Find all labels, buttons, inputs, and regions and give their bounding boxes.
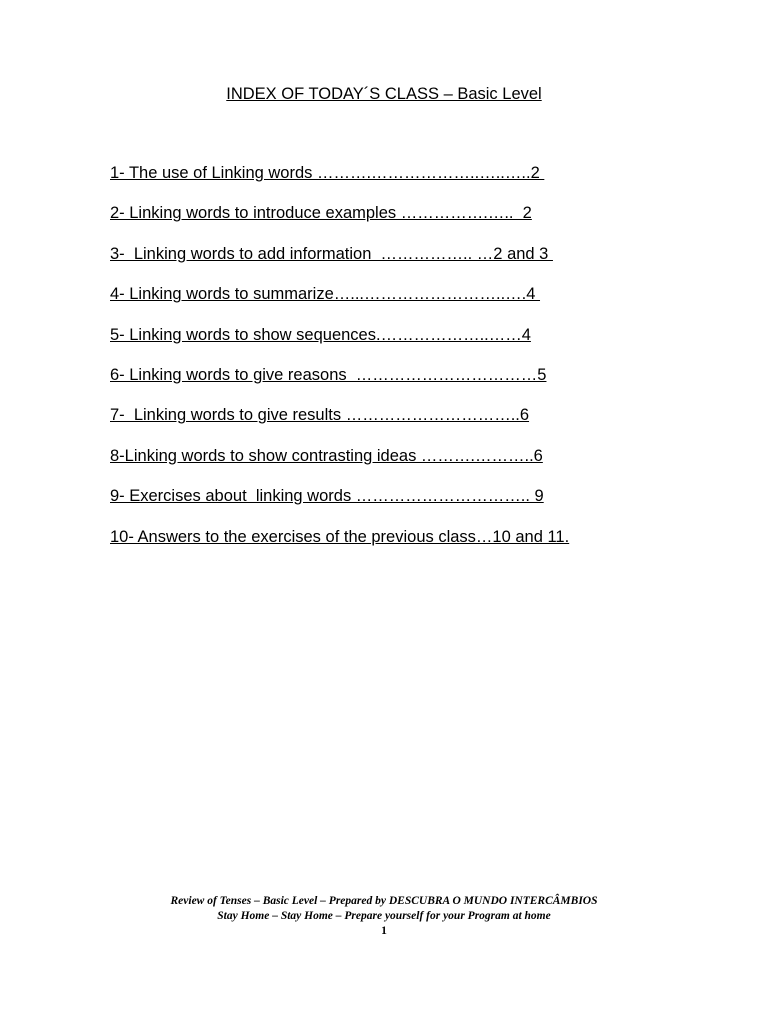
toc-entry-5: 5- Linking words to show sequences.………………..……4	[110, 325, 531, 344]
toc-entry-7: 7- Linking words to give results …………………………..6	[110, 406, 530, 425]
toc-entry-1: 1- The use of Linking words ……….………………..…..…..2	[110, 164, 545, 182]
footer-line-1: Review of Tenses – Basic Level – Prepared by DESCUBRA O MUNDO INTERCÂMBIOS	[170, 895, 598, 907]
footer-line-2: Stay Home – Stay Home – Prepare yourself for your Program at home	[217, 910, 551, 922]
toc-entry-3: 3- Linking words to add information …………….. …2 and 3	[110, 244, 553, 263]
page-footer	[0, 894, 768, 939]
table-of-contents	[110, 163, 670, 567]
toc-entry-2: 2- Linking words to introduce examples …………….….. 2	[110, 204, 532, 223]
toc-entry-10: 10- Answers to the exercises of the previous class…10 and 11.	[110, 527, 570, 546]
toc-entry-9: 9- Exercises about linking words ………………………….. 9	[110, 487, 544, 506]
document-title: INDEX OF TODAY´S CLASS – Basic Level	[226, 85, 542, 103]
toc-entry-4: 4- Linking words to summarize…...……………………..….4	[110, 285, 541, 304]
toc-entry-8: 8-Linking words to show contrasting ideas ……….………..6	[110, 446, 543, 465]
toc-entry-6: 6- Linking words to give reasons ……………………………5	[110, 365, 547, 384]
page-number: 1	[381, 925, 387, 937]
